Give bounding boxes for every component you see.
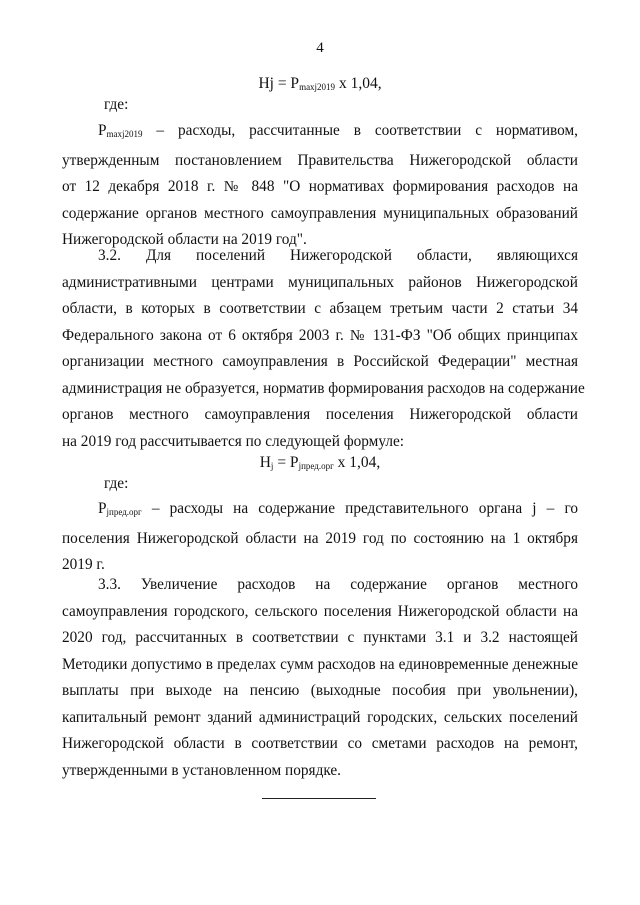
text-line: Нижегородской области в соответствии со сметами расходов на ремонт, (62, 735, 578, 752)
formula-hj-pred: $H_j = P_{jпред.орг}$ x 1,04, (259, 454, 381, 471)
formula-rhs-subscript: jпред.орг (298, 461, 334, 471)
text-line: 3.2. Для поселений Нижегородской области, являющихся (98, 247, 578, 264)
end-divider (262, 798, 376, 799)
text-line: капитальный ремонт зданий администраций городских, сельских поселений (62, 708, 578, 726)
text-line: самоуправления городского, сельского поселения Нижегородской области на (62, 602, 578, 620)
text-line: утвержденным постановлением Правительства Нижегородской области (62, 151, 578, 169)
symbol-subscript: maxj2019 (106, 129, 143, 139)
formula-hj (0, 75, 640, 93)
page-number: 4 (316, 40, 324, 56)
text-line: поселения Нижегородской области на 2019 год по состоянию на 1 октября (62, 529, 578, 547)
text-line: Нижегородской области на 2019 год". (62, 231, 307, 248)
paragraph-3-3 (62, 572, 578, 784)
text-line: Федерального закона от 6 октября 2003 г. № 131-ФЗ "Об общих принципах (62, 326, 578, 344)
text-line: утвержденными в установленном порядке. (62, 761, 342, 779)
text-line: от 12 декабря 2018 г. № 848 "О нормативах формирования расходов на (62, 178, 578, 195)
text-line: администрация не образуется, норматив формирования расходов на содержание (62, 379, 585, 397)
text-line: органов местного самоуправления поселения Нижегородской области (62, 406, 578, 423)
symbol-subscript: jпред.орг (106, 507, 142, 517)
text-line: 2020 год, рассчитанных в соответствии с пунктами 3.1 и 3.2 настоящей (62, 629, 578, 646)
paragraph-ppred-definition (62, 496, 578, 579)
text-line: $P_{jпред.орг}$ – расходы на содержание представительного органа j – го (98, 500, 578, 517)
text-line: административными центрами муниципальных районов Нижегородской (62, 273, 578, 291)
formula-lhs-subscript: j (270, 461, 274, 471)
text-line: содержание органов местного самоуправления муниципальных образований (62, 204, 578, 222)
symbol-p: P (98, 122, 107, 139)
paragraph-pmax-definition (62, 118, 578, 254)
formula-hj-rhs: x 1,04, (335, 75, 382, 92)
where-label-1: где: (104, 96, 129, 113)
text-line: $P_{maxj2019}$ – расходы, рассчитанные в соответствии с нормативом, (98, 122, 578, 139)
text-line: 2019 г. (62, 556, 105, 573)
text-line: выплаты при выходе на пенсию (выходные пособия при увольнении), (62, 682, 578, 699)
where-label-2: где: (104, 475, 129, 492)
formula-hj-lhs: Hj = P (258, 75, 300, 92)
paragraph-3-2 (62, 243, 585, 455)
text-line: 3.3. Увеличение расходов на содержание органов местного (98, 576, 578, 593)
text-line: Методики допустимо в пределах сумм расходов на единовременные денежные (62, 655, 578, 673)
formula-hj-subscript: maxj2019 (299, 82, 336, 92)
text-line: области, в которых в соответствии с абзацем третьим части 2 статьи 34 (62, 300, 578, 317)
symbol-p: P (98, 500, 107, 517)
text-line: на 2019 год рассчитывается по следующей формуле: (62, 432, 405, 450)
text-line: организации местного самоуправления в Российской Федерации" местная (62, 353, 578, 370)
